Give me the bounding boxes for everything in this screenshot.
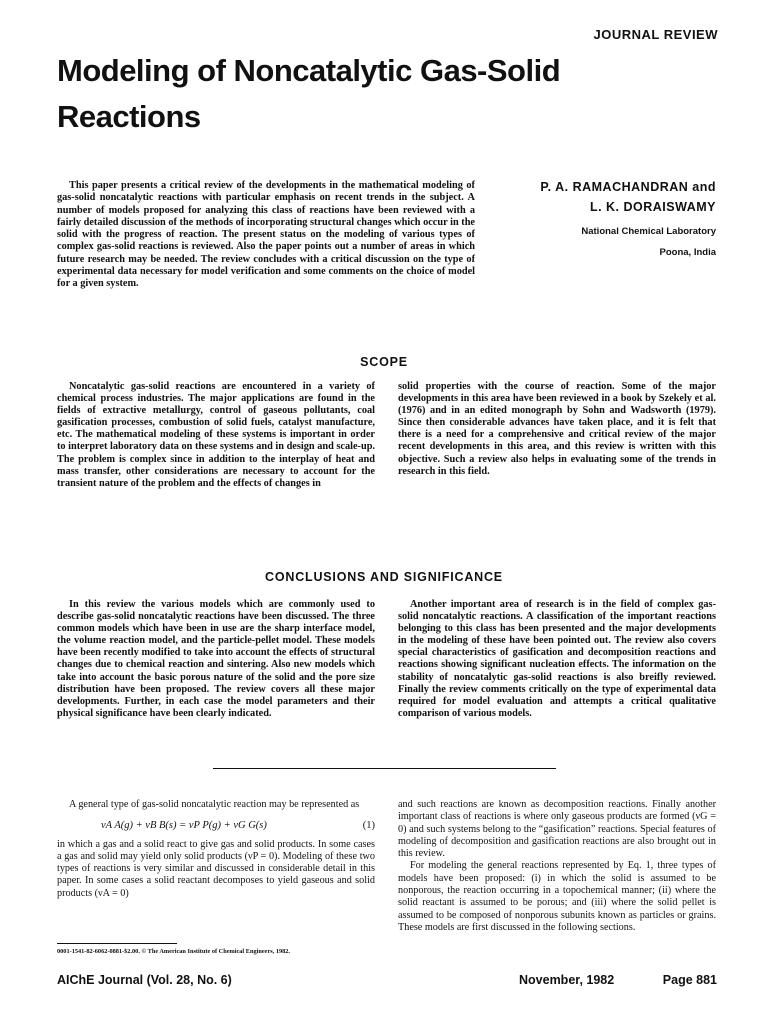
body-paragraph: in which a gas and a solid react to give gas and solid products. In some cases a gas and solid may yield only solid products (νP = 0). Modeling of these two types of reactions is very similar and discussed in considerable detail in this paper. In some cases a solid reactant decomposes to yield gaseous and solid products (νA = 0): [57, 838, 375, 899]
body-right-column: [398, 799, 716, 934]
body-paragraph: For modeling the general reactions represented by Eq. 1, three types of models have been proposed: (i) in which the solid is assumed to be nonporous, the reaction occurring in a topochemical manner; (ii) where the solid reactant is assumed to be porous; and (iii) where the solid pellet is assumed to be composed of nonporous subunits known as particles or grains. These models are first discussed in the following sections.: [398, 860, 716, 933]
article-title: Modeling of Noncatalytic Gas-Solid Reactions: [57, 53, 561, 134]
author-line-1: P. A. RAMACHANDRAN and: [540, 180, 716, 194]
conclusions-left-column: In this review the various models which are commonly used to describe gas-solid noncatalytic reactions have been discussed. The three common models which have been in use are the sharp interface model, the volume reaction model, and the particle-pellet model. These models have been recently modified to take into account the effects of structural changes due to chemical reaction and sintering. Also new models which take into account the basic porous nature of the solid and the pore size distribution have been proposed. The review covers all these major developments. Further, in each case the model parameters and their physical significance have been clearly indicated.: [57, 599, 375, 719]
conclusions-right-column: Another important area of research is in the field of complex gas-solid noncatalytic reactions. A classification of the important reactions belonging to this class has been presented and the major developments in the modeling of these have been pointed out. The review also covers special characteristics of gasification and decomposition reactions and reactions showing significant nucleation effects. The information on the stability of noncatalytic gas-solid reactions is also breifly reviewed. Finally the review comments critically on the type of experimental data required for model evaluation and attempts a critical qualitative comparison of various models.: [398, 599, 716, 719]
body-paragraph: and such reactions are known as decomposition reactions. Finally another important class of reactions is where only gaseous products are formed (νG = 0) and such systems belong to the “gasification” reactions. Special features of modeling of decomposition and gasification reactions are also brought out in this review.: [398, 799, 716, 860]
equation-number: (1): [362, 820, 375, 832]
affiliation-line-2: Poona, India: [659, 247, 716, 258]
footer-journal: AIChE Journal (Vol. 28, No. 6): [57, 973, 232, 987]
section-divider: [213, 768, 556, 769]
author-line-2: L. K. DORAISWAMY: [589, 200, 716, 214]
scope-right-column: solid properties with the course of reaction. Some of the major developments in this area have been reviewed in a book by Szekely et al. (1976) and in an edited monograph by Sohn and Wadsworth (1979). Since then considerable advances have taken place, and it is felt that there is a need for a comprehensive and critical review of the major recent developments in this area, and this review is written with this objective. Such a review also helps in evaluating some of the trends in research in this field.: [398, 381, 716, 477]
footer-date: November, 1982: [519, 973, 615, 987]
equation-1: [57, 820, 375, 832]
conclusions-heading: CONCLUSIONS AND SIGNIFICANCE: [265, 570, 503, 584]
footer-page-number: Page 881: [662, 973, 717, 987]
body-paragraph: A general type of gas-solid noncatalytic reaction may be represented as: [69, 799, 360, 810]
footnote-rule: [57, 943, 177, 944]
abstract: This paper presents a critical review of the developments in the mathematical modeling of gas-solid noncatalytic reactions with particular emphasis on recent trends in the subject. A number of models proposed for analyzing this class of reactions have been reviewed with a fairly detailed discussion of the methods of incorporating structural changes which occur in the solid with the progress of reaction. The present status on the modeling of various types of complex gas-solid reactions is reviewed. Also the paper points out a number of areas in which future research may be needed. The review concludes with a critical discussion on the type of experimental data necessary for model verification and some comments on the choice of model for a given system.: [57, 180, 475, 290]
scope-heading: SCOPE: [360, 355, 408, 369]
journal-section-label: JOURNAL REVIEW: [593, 27, 718, 42]
author-block: [476, 177, 716, 259]
equation-text: νA A(g) + νB B(s) = νP P(g) + νG G(s): [101, 820, 267, 832]
body-left-column: [57, 799, 375, 900]
copyright-footnote: 0001-1541-82-6062-0881-$2.00. © The American Institute of Chemical Engineers, 1982.: [57, 948, 291, 955]
affiliation-line-1: National Chemical Laboratory: [581, 226, 716, 237]
scope-left-column: Noncatalytic gas-solid reactions are encountered in a variety of chemical process industries. The major applications are found in the fields of extractive metallurgy, control of gaseous pollutants, coal gasification processes, combustion of solid fuels, catalyst manufacture, etc. The mathematical modeling of these systems is important in order to interpret laboratory data on these systems and in design and scale-up. The problem is complex since in addition to the interplay of heat and mass transfer, other considerations are necessary to account for the transient nature of the problem and the effects of changes in: [57, 381, 375, 489]
